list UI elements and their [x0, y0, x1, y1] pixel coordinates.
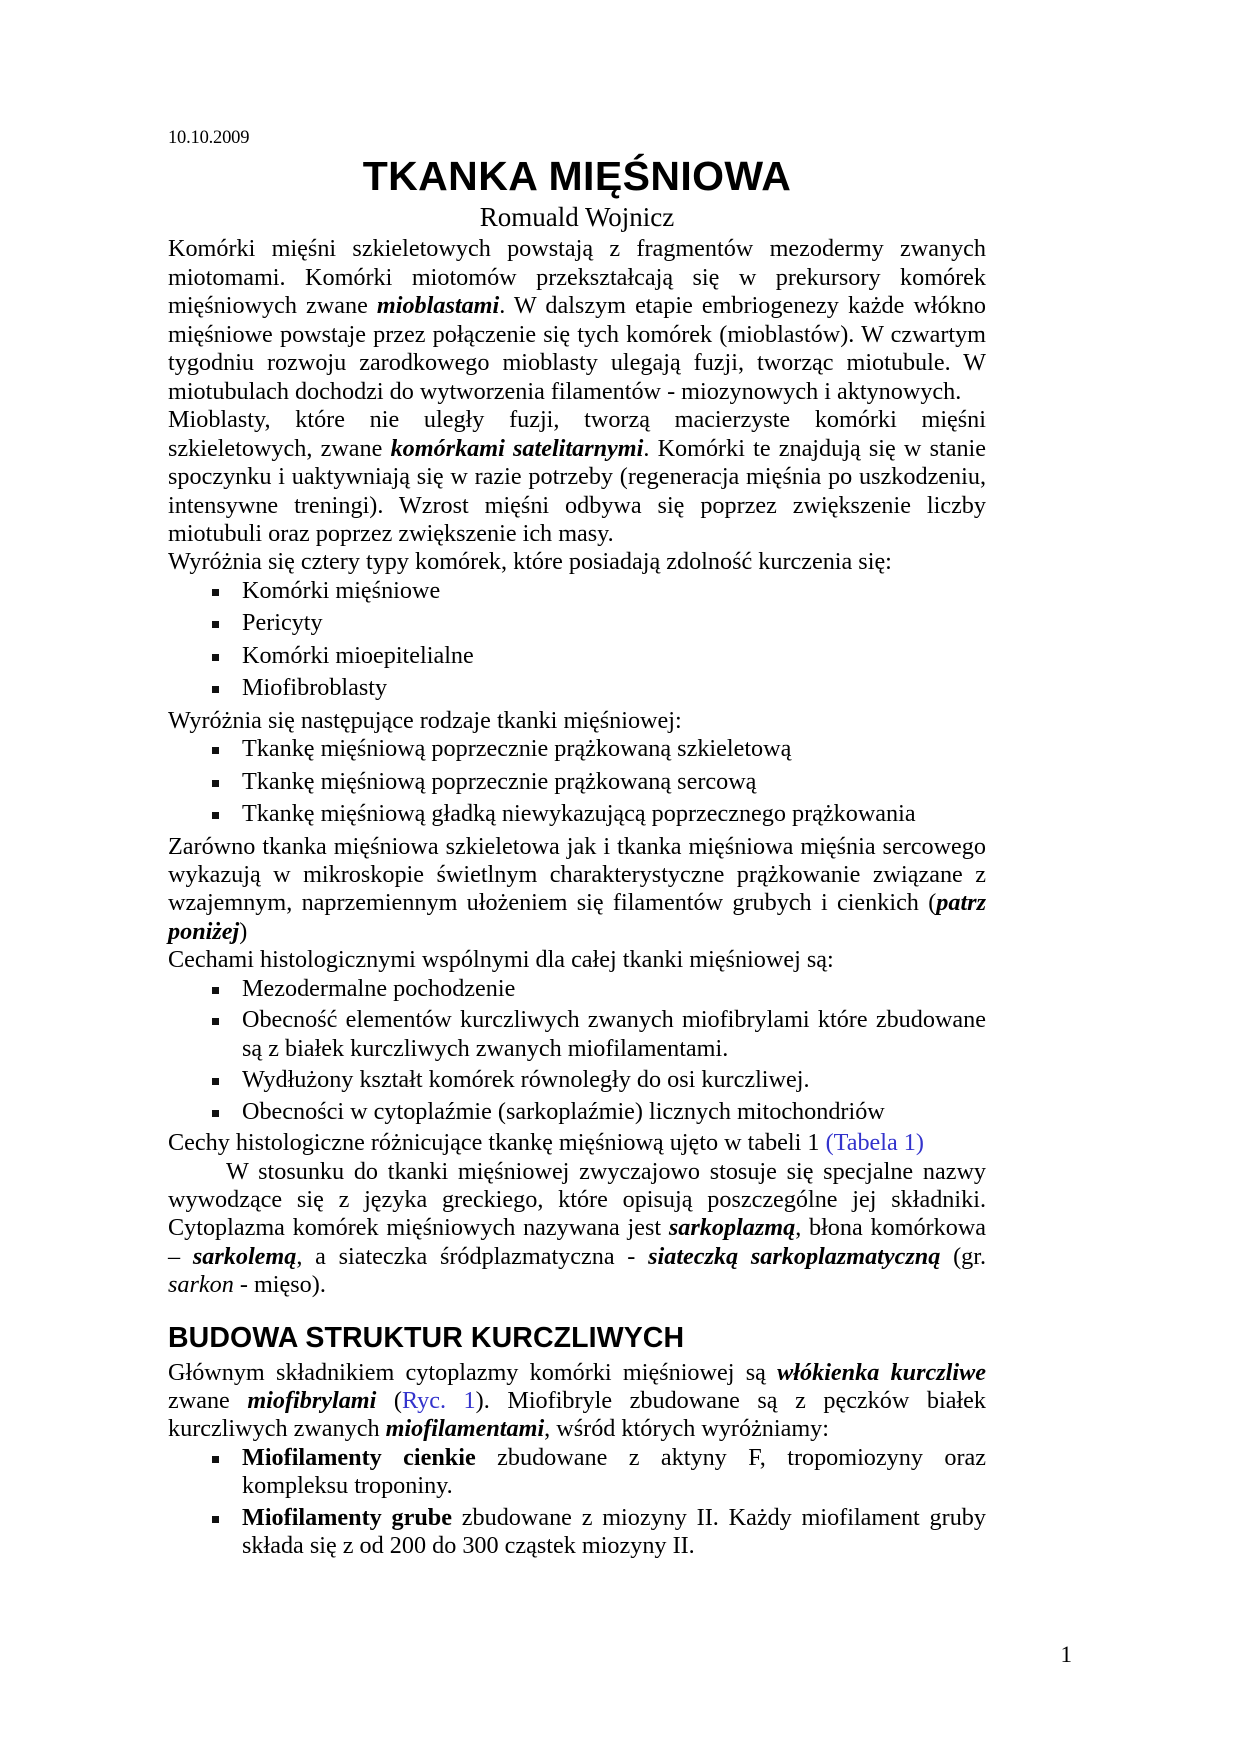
list-item-text: zbudowane z aktyny F, tropomiozyny oraz kompleksu troponiny. — [242, 1443, 986, 1500]
list-item-lead: Miofilamenty grube — [242, 1503, 452, 1531]
paragraph-text: - mięso). — [233, 1271, 326, 1299]
list-item: Miofibroblasty — [168, 674, 986, 702]
list-item: Obecność elementów kurczliwych zwanych miofibrylami które zbudowane są z białek kurczliwych zwanych miofilamentami. — [168, 1006, 986, 1063]
paragraph-text: Zarówno tkanka mięśniowa szkieletowa jak i tkanka mięśniowa mięśnia sercowego wykazują w mikroskopie świetlnym charakterystyczne prążkowanie związane z wzajemnym, naprzemiennym ułożeniem się filamentów grubych i cienkich ( — [168, 832, 986, 917]
paragraph-mioblasty — [168, 235, 986, 406]
paragraph-cztery-typy: Wyróżnia się cztery typy komórek, które posiadają zdolność kurczenia się: — [168, 548, 892, 576]
paragraph-text: Cechy histologiczne różnicujące tkankę mięśniową ujęto w tabeli 1 — [168, 1129, 826, 1157]
emphasis-sarkolema: sarkolemą — [192, 1242, 297, 1270]
list-tissue-types — [168, 735, 986, 828]
paragraph-text: Komórki mięśni szkieletowych powstają z fragmentów mezodermy zwanych miotomami. Komórki miotomów przekształcają się w prekursory komórek mięśniowych zwane — [168, 235, 986, 320]
paragraph-text: W stosunku do tkanki mięśniowej zwyczajowo stosuje się specjalne nazwy wywodzące się z języka greckiego, które opisują poszczególne jej składniki. Cytoplazma komórek mięśniowych nazywana jest — [168, 1157, 986, 1242]
list-item — [168, 1504, 986, 1561]
paragraph-text: Głównym składnikiem cytoplazmy komórki mięśniowej są — [168, 1358, 778, 1386]
emphasis-miofilamentami: miofilamentami — [385, 1415, 545, 1443]
paragraph-text: . W dalszym etapie embriogenezy każde włókno mięśniowe powstaje przez połączenie się tych komórek (mioblastów). W czwartym tygodniu rozwoju zarodkowego mioblasty ulegają fuzji, tworząc miotubule. W miotubulach dochodzi do wytworzenia filamentów - miozynowych i aktynowych. — [168, 292, 987, 405]
emphasis-wlokienka-kurczliwe: włókienka kurczliwe — [777, 1358, 986, 1386]
paragraph-text: ( — [376, 1387, 402, 1415]
section-heading-budowa: BUDOWA STRUKTUR KURCZLIWYCH — [168, 1321, 685, 1354]
emphasis-siateczka-sarkoplazmatyczna: siateczką sarkoplazmatyczną — [648, 1242, 941, 1270]
list-item: Komórki mięśniowe — [168, 577, 986, 605]
paragraph-text: ). Miofibryle zbudowane są z pęczków białek kurczliwych zwanych — [168, 1387, 986, 1443]
paragraph-text: . Komórki te znajdują się w stanie spoczynku i uaktywniają się w razie potrzeby (regeneracja mięśnia po uszkodzeniu, intensywne treningi). Wzrost mięśni odbywa się poprzez zwiększenie liczby miotubuli oraz poprzez zwiększenie ich masy. — [168, 434, 986, 548]
emphasis-sarkoplazma: sarkoplazmą — [668, 1214, 796, 1242]
link-tabela-1[interactable]: (Tabela 1) — [825, 1129, 924, 1157]
emphasis-komorkami-satelitarnymi: komórkami satelitarnymi — [390, 434, 644, 462]
paragraph-text: , błona komórkowa – — [168, 1214, 986, 1270]
paragraph-nazewnictwo — [168, 1158, 986, 1300]
list-common-features — [168, 975, 986, 1126]
emphasis-miofibrylami: miofibrylami — [247, 1387, 377, 1415]
paragraph-text: ) — [239, 917, 248, 945]
paragraph-glownym-skladnikiem — [168, 1359, 986, 1444]
emphasis-mioblastami: mioblastami — [376, 292, 500, 320]
paragraph-text: Mioblasty, które nie uległy fuzji, tworzą macierzyste komórki mięśni szkieletowych, zwane — [168, 406, 986, 462]
list-item: Tkankę mięśniową poprzecznie prążkowaną sercową — [168, 768, 986, 796]
list-item: Wydłużony kształt komórek równoległy do osi kurczliwej. — [168, 1066, 986, 1094]
paragraph-satelitarne — [168, 406, 986, 548]
list-item: Mezodermalne pochodzenie — [168, 975, 986, 1003]
page-content — [168, 128, 986, 1561]
list-item — [168, 1444, 986, 1501]
list-item: Obecności w cytoplaźmie (sarkoplaźmie) licznych mitochondriów — [168, 1098, 986, 1126]
paragraph-text: (gr. — [940, 1242, 986, 1270]
emphasis-patrz-ponizej: patrz poniżej — [168, 889, 986, 945]
page-title: TKANKA MIĘŚNIOWA — [362, 153, 792, 200]
list-item: Pericyty — [168, 609, 986, 637]
list-item: Komórki mioepitelialne — [168, 642, 986, 670]
paragraph-rodzaje-tkanki: Wyróżnia się następujące rodzaje tkanki mięśniowej: — [168, 706, 682, 734]
paragraph-cechy-wspolne: Cechami histologicznymi wspólnymi dla całej tkanki mięśniowej są: — [168, 946, 834, 974]
page-number: 1 — [1060, 1642, 1072, 1667]
paragraph-text: zwane — [168, 1387, 248, 1415]
list-myofilaments — [168, 1444, 986, 1561]
link-ryc-1[interactable]: Ryc. 1 — [401, 1387, 476, 1415]
paragraph-text: , a siateczka śródplazmatyczna - — [296, 1242, 649, 1270]
paragraph-text: , wśród których wyróżniamy: — [544, 1415, 829, 1443]
list-item: Tkankę mięśniową poprzecznie prążkowaną szkieletową — [168, 735, 986, 763]
paragraph-zarowno-tkanka — [168, 833, 986, 947]
list-item: Tkankę mięśniową gładką niewykazującą poprzecznego prążkowania — [168, 800, 986, 828]
document-author: Romuald Wojnicz — [479, 202, 675, 233]
list-item-text: zbudowane z miozyny II. Każdy miofilament gruby składa się z od 200 do 300 cząstek miozyny II. — [242, 1503, 986, 1560]
paragraph-tabela-ref — [168, 1129, 986, 1157]
list-item-lead: Miofilamenty cienkie — [242, 1443, 476, 1471]
document-date: 10.10.2009 — [168, 128, 250, 148]
emphasis-sarkon: sarkon — [168, 1271, 234, 1299]
list-cell-types — [168, 577, 986, 703]
